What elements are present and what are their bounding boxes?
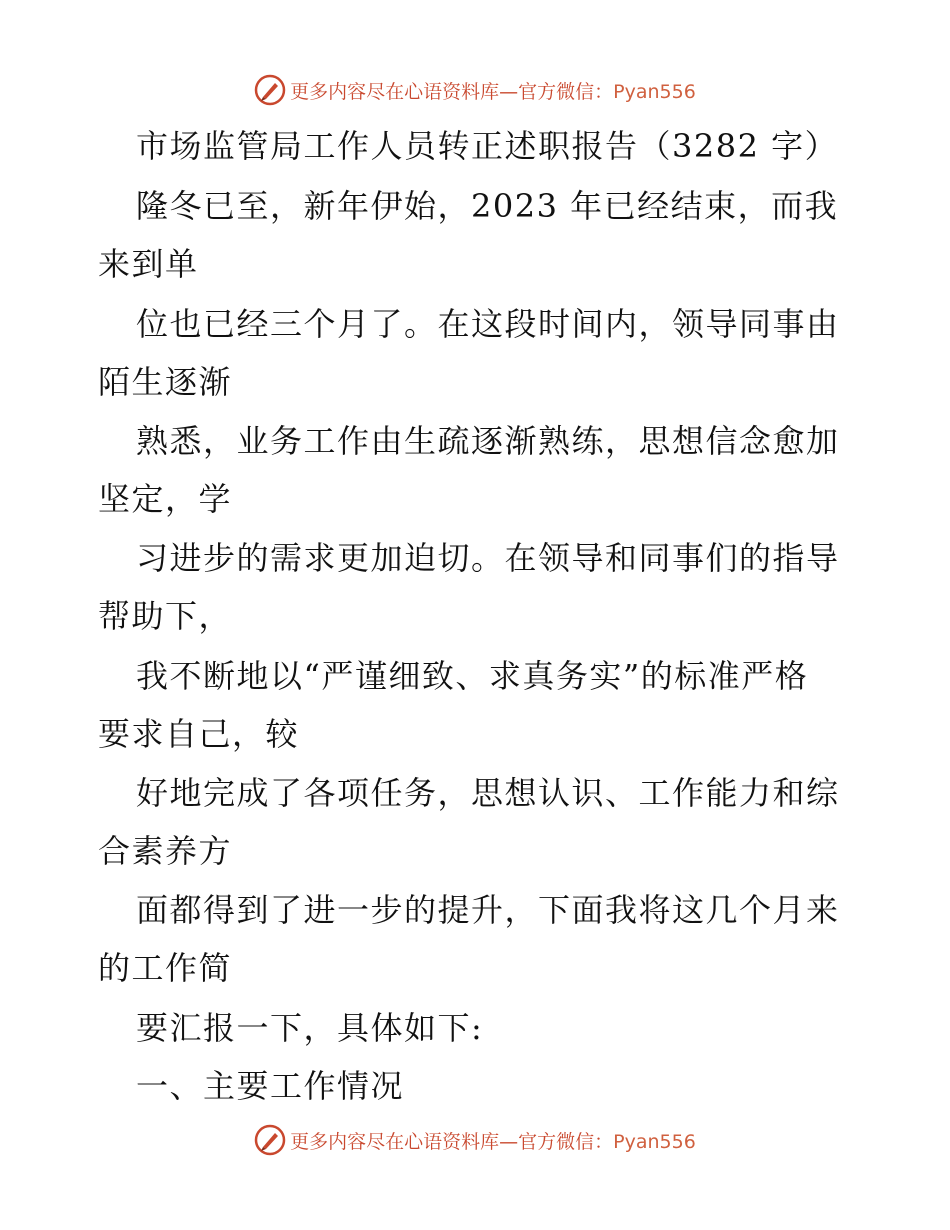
document-title: 市场监管局工作人员转正述职报告（3282 字） xyxy=(136,127,839,165)
watermark-header xyxy=(0,70,950,110)
paragraph-line: 要求自己，较 xyxy=(98,715,300,753)
paragraph-line: 面都得到了进一步的提升，下面我将这几个月来 xyxy=(136,891,840,929)
watermark-text: 更多内容尽在心语资料库—官方微信：Pyan556 xyxy=(290,80,696,103)
paragraph-line: 隆冬已至，新年伊始，2023 年已经结束，而我 xyxy=(136,187,839,225)
watermark-footer xyxy=(0,1120,950,1160)
paragraph-line: 的工作简 xyxy=(98,949,233,987)
paragraph-line: 好地完成了各项任务，思想认识、工作能力和综 xyxy=(136,774,840,812)
paragraph-line: 位也已经三个月了。在这段时间内，领导同事由 xyxy=(136,305,840,343)
paragraph-line: 我不断地以“严谨细致、求真务实”的标准严格 xyxy=(136,657,809,695)
watermark-text: 更多内容尽在心语资料库—官方微信：Pyan556 xyxy=(290,1130,696,1153)
paragraph-line: 要汇报一下，具体如下: xyxy=(136,1009,484,1047)
paragraph-line: 合素养方 xyxy=(98,832,233,870)
paragraph-line: 来到单 xyxy=(98,245,199,283)
pen-logo-icon xyxy=(254,74,286,106)
paragraph-line: 陌生逐渐 xyxy=(98,363,233,401)
paragraph-line: 习进步的需求更加迫切。在领导和同事们的指导 xyxy=(136,539,840,577)
section-heading: 一、主要工作情况 xyxy=(136,1067,405,1105)
pen-logo-icon xyxy=(254,1124,286,1156)
paragraph-line: 熟悉，业务工作由生疏逐渐熟练，思想信念愈加 xyxy=(136,422,840,460)
paragraph-line: 坚定，学 xyxy=(98,480,233,518)
paragraph-line: 帮助下， xyxy=(98,597,233,635)
